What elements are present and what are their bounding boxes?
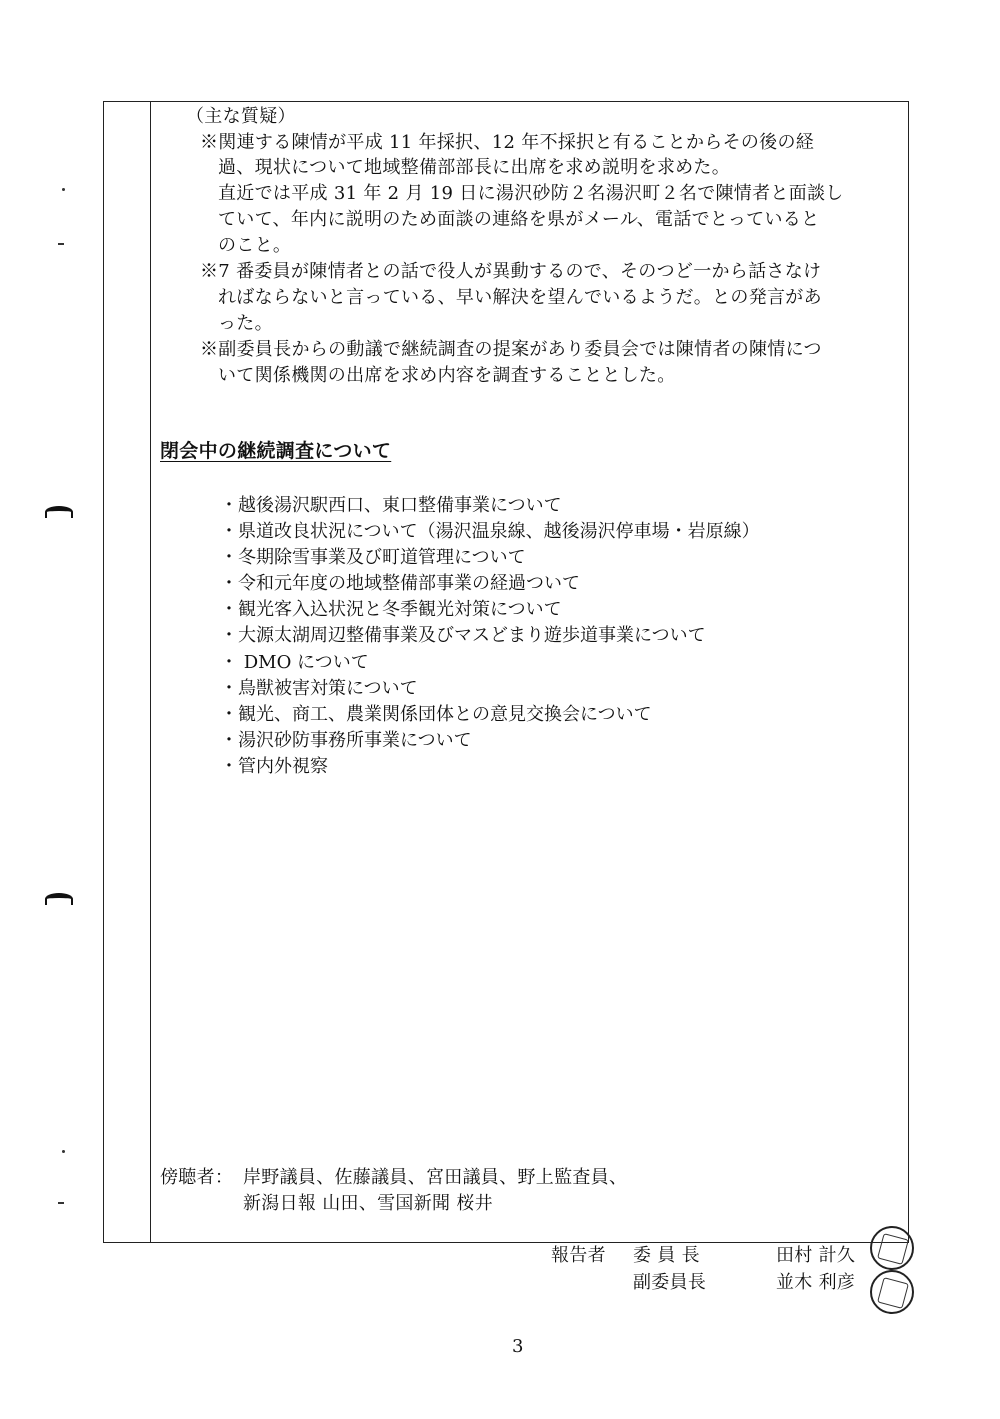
scan-speck [62,1150,65,1153]
recess-item: ・冬期除雪事業及び町道管理について [220,547,526,568]
page-number: 3 [512,1336,524,1357]
qa-item1-line3: 直近では平成 31 年 2 月 19 日に湯沢砂防２名湯沢町２名で陳情者と面談し [218,183,844,204]
recess-item: ・観光客入込状況と冬季観光対策について [220,599,562,620]
recess-item: ・ DMO について [220,652,369,673]
recess-item: ・県道改良状況について（湯沢温泉線、越後湯沢停車場・岩原線） [220,521,760,542]
qa-item1-line4: ていて、年内に説明のため面談の連絡を県がメール、電話でとっていると [218,209,820,230]
recess-item: ・越後湯沢駅西口、東口整備事業について [220,495,562,516]
punch-hole-icon [45,893,73,905]
recess-item: ・大源太湖周辺整備事業及びマスどまり遊歩道事業について [220,625,706,646]
qa-item3-line1: ※副委員長からの動議で継続調査の提案があり委員会では陳情者の陳情につ [200,339,822,360]
personal-seal-icon [870,1270,914,1314]
qa-item1-line5: のこと。 [218,235,292,256]
qa-item2-line2: ればならないと言っている、早い解決を望んでいるようだ。との発言があ [218,287,822,308]
personal-seal-icon [870,1226,914,1270]
qa-heading: （主な質疑） [186,106,296,127]
observers-line2: 新潟日報 山田、雪国新聞 桜井 [243,1193,493,1214]
chair-name: 田村 計久 [776,1245,856,1266]
qa-item3-line2: いて関係機関の出席を求め内容を調査することとした。 [218,365,676,386]
scan-speck [58,1202,64,1204]
observers-line1: 岸野議員、佐藤議員、宮田議員、野上監査員、 [243,1167,628,1188]
recess-item: ・管内外視察 [220,756,328,777]
qa-item2-line3: った。 [218,313,273,334]
margin-divider [150,101,151,1243]
observers-label: 傍聴者： [160,1167,234,1188]
vice-chair-name: 並木 利彦 [776,1272,856,1293]
reporter-label: 報告者 [551,1245,606,1266]
qa-item1-line1: ※関連する陳情が平成 11 年採択、12 年不採択と有ることからその後の経 [200,132,815,153]
recess-investigation-heading: 閉会中の継続調査について [160,440,392,462]
recess-item: ・観光、商工、農業関係団体との意見交換会について [220,704,652,725]
qa-item2-line1: ※7 番委員が陳情者との話で役人が異動するので、そのつど一から話さなけ [200,261,822,282]
recess-item: ・令和元年度の地域整備部事業の経過ついて [220,573,580,594]
vice-chair-title: 副委員長 [633,1272,707,1293]
chair-title: 委 員 長 [633,1245,700,1266]
qa-item1-line2: 過、現状について地域整備部部長に出席を求め説明を求めた。 [218,157,731,178]
punch-hole-icon [45,506,73,518]
scan-speck [58,243,64,245]
recess-item: ・湯沢砂防事務所事業について [220,730,472,751]
scan-speck [62,188,65,191]
recess-item: ・鳥獣被害対策について [220,678,418,699]
